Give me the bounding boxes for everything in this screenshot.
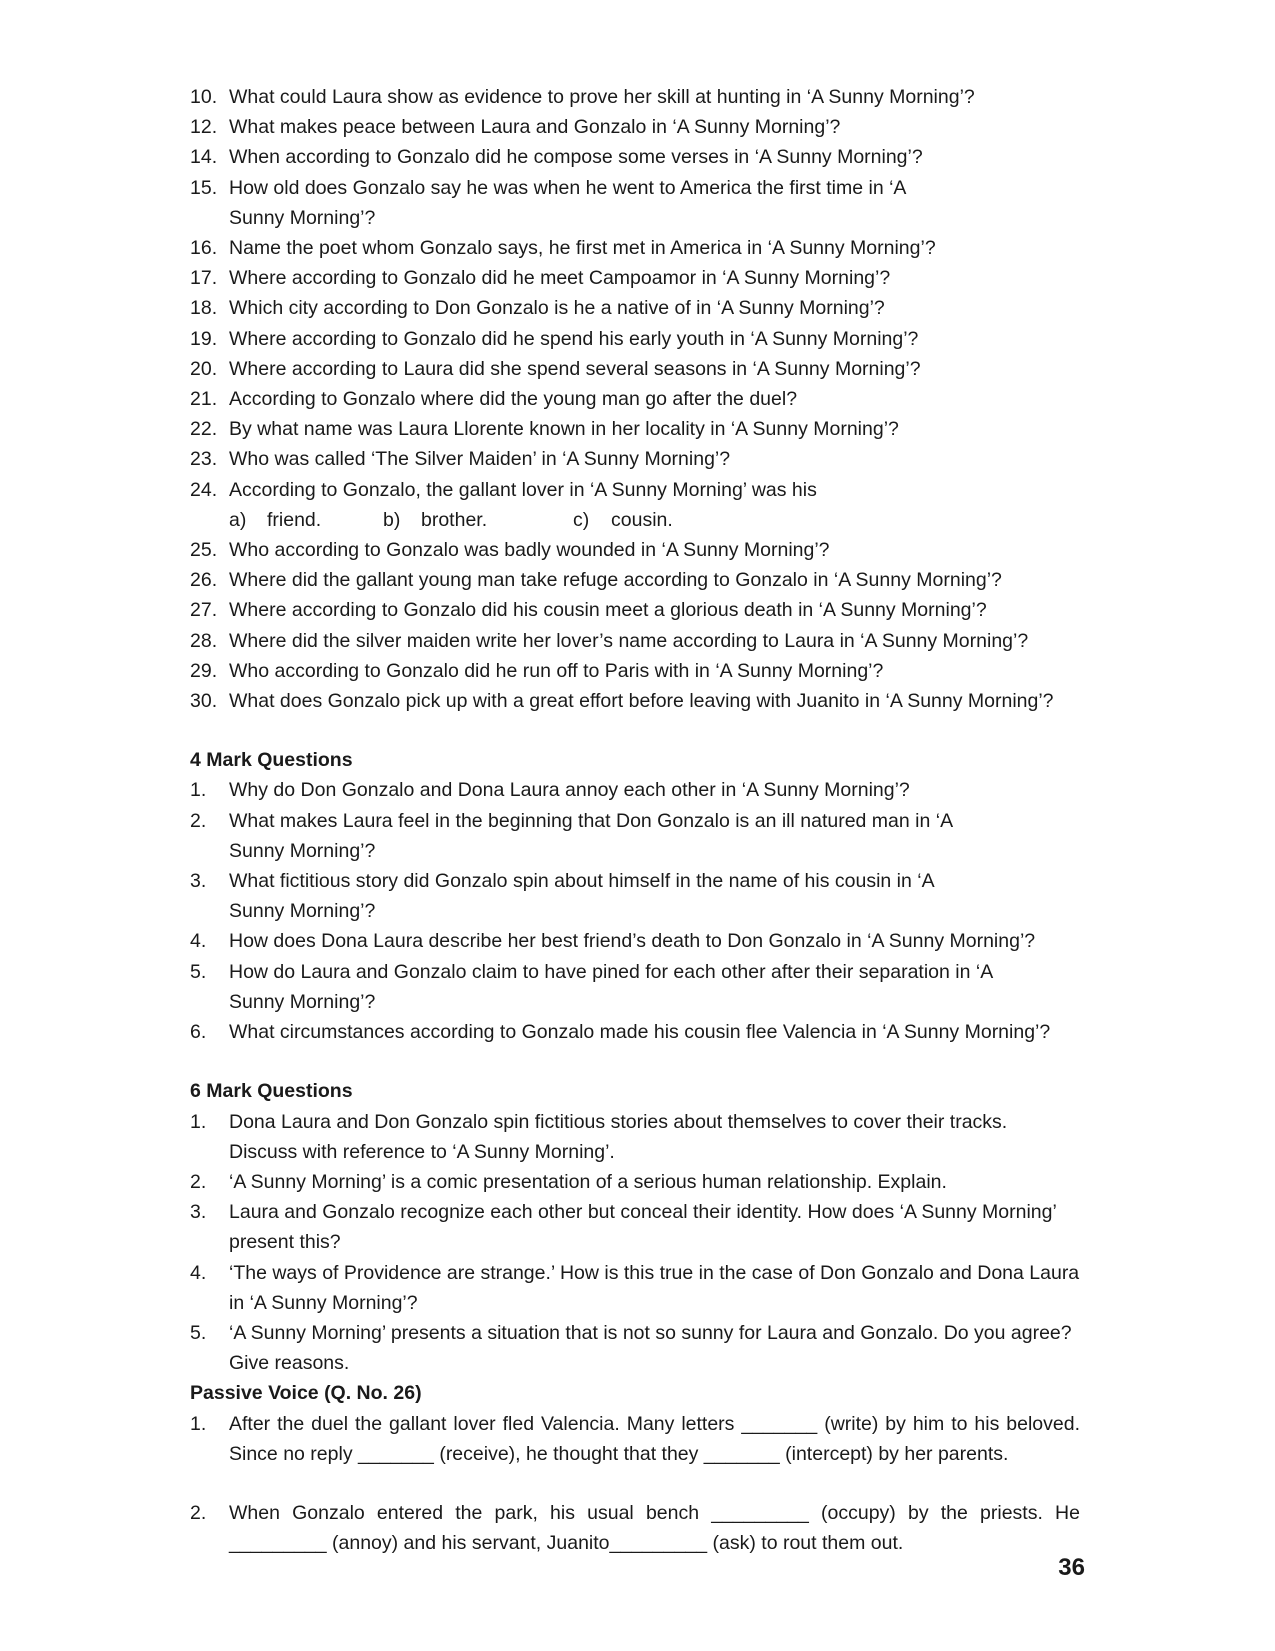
list-item — [190, 293, 1080, 323]
four-mark-heading: 4 Mark Questions — [190, 749, 353, 772]
item-number: 21. — [190, 388, 218, 411]
option-text: friend. — [267, 508, 322, 531]
item-text: Where according to Gonzalo did he spend his early youth in ‘A Sunny Morning’? — [229, 327, 919, 350]
item-number: 2. — [190, 1501, 207, 1524]
list-item — [190, 626, 1080, 656]
item-text: ‘A Sunny Morning’ presents a situation that is not so sunny for Laura and Gonzalo. Do you agree? Give reasons. — [229, 1321, 1072, 1375]
option-c — [573, 505, 673, 535]
six-mark-heading: 6 Mark Questions — [190, 1080, 353, 1103]
item-text: How does Dona Laura describe her best friend’s death to Don Gonzalo in ‘A Sunny Morning’? — [229, 930, 1036, 953]
item-text: What could Laura show as evidence to prove her skill at hunting in ‘A Sunny Morning’? — [229, 86, 975, 108]
item-text: Where did the silver maiden write her lover’s name according to Laura in ‘A Sunny Morning’? — [229, 629, 1029, 652]
item-number: 6. — [190, 1021, 207, 1044]
item-text: What makes peace between Laura and Gonzalo in ‘A Sunny Morning’? — [229, 116, 841, 139]
list-item — [190, 475, 1080, 505]
option-text: brother. — [421, 508, 488, 531]
item-text: Who according to Gonzalo was badly wounded in ‘A Sunny Morning’? — [229, 539, 830, 562]
item-text: By what name was Laura Llorente known in her locality in ‘A Sunny Morning’? — [229, 418, 899, 441]
list-item — [190, 82, 1080, 112]
q24-options — [190, 505, 1080, 535]
item-number: 5. — [190, 1321, 207, 1344]
list-item — [190, 1409, 1080, 1469]
list-item — [190, 1318, 1080, 1378]
item-number: 20. — [190, 357, 218, 380]
list-item — [190, 866, 1080, 926]
item-text: Where according to Laura did she spend several seasons in ‘A Sunny Morning’? — [229, 357, 921, 380]
list-item — [190, 354, 1080, 384]
item-text: According to Gonzalo, the gallant lover in ‘A Sunny Morning’ was his — [229, 478, 817, 501]
page-number: 36 — [1058, 1554, 1085, 1581]
section-gap — [190, 1047, 1080, 1076]
list-item — [190, 324, 1080, 354]
item-number: 3. — [190, 870, 207, 893]
item-text: When Gonzalo entered the park, his usual bench _________ (occupy) by the priests. He _________ (annoy) and his servant, Juanito_________ (ask) to rout them out. — [229, 1501, 1080, 1555]
section-gap — [190, 716, 1080, 745]
list-item — [190, 1017, 1080, 1047]
item-number: 5. — [190, 960, 207, 983]
passive-voice-heading: Passive Voice (Q. No. 26) — [190, 1382, 422, 1405]
item-text: Dona Laura and Don Gonzalo spin fictitious stories about themselves to cover their tracks. Discuss with reference to ‘A Sunny Morning’. — [229, 1110, 1008, 1163]
item-text: ‘A Sunny Morning’ is a comic presentation of a serious human relationship. Explain. — [229, 1170, 947, 1193]
item-text: What makes Laura feel in the beginning that Don Gonzalo is an ill natured man in ‘A Sunny Morning’? — [229, 809, 953, 862]
item-number: 17. — [190, 267, 218, 290]
list-item — [190, 1107, 1080, 1167]
item-text: How old does Gonzalo say he was when he went to America the first time in ‘A Sunny Morning’? — [229, 176, 906, 229]
item-text: When according to Gonzalo did he compose some verses in ‘A Sunny Morning’? — [229, 146, 923, 169]
item-number: 1. — [190, 1412, 207, 1435]
list-item — [190, 595, 1080, 625]
option-a — [229, 505, 383, 535]
list-item — [190, 384, 1080, 414]
item-number: 12. — [190, 116, 218, 139]
item-number: 14. — [190, 146, 218, 169]
list-item — [190, 112, 1080, 142]
item-number: 26. — [190, 569, 218, 592]
list-item — [190, 1498, 1080, 1558]
item-number: 4. — [190, 930, 207, 953]
list-item — [190, 775, 1080, 805]
passive-voice-list — [190, 1409, 1080, 1469]
item-number: 2. — [190, 809, 207, 832]
item-number: 2. — [190, 1170, 207, 1193]
list-item — [190, 173, 1080, 233]
item-text: Name the poet whom Gonzalo says, he first met in America in ‘A Sunny Morning’? — [229, 237, 936, 260]
item-text: Which city according to Don Gonzalo is he a native of in ‘A Sunny Morning’? — [229, 297, 885, 320]
list-item — [190, 535, 1080, 565]
list-item — [190, 926, 1080, 956]
list-item — [190, 444, 1080, 474]
item-text: How do Laura and Gonzalo claim to have pined for each other after their separation in ‘A Sunny Morning’? — [229, 960, 993, 1013]
item-text: After the duel the gallant lover fled Valencia. Many letters _______ (write) by him to his beloved. Since no reply _______ (receive), he thought that they _______ (intercept) by her parents. — [229, 1412, 1080, 1465]
item-text: Why do Don Gonzalo and Dona Laura annoy each other in ‘A Sunny Morning’? — [229, 779, 910, 802]
list-item — [190, 414, 1080, 444]
item-number: 28. — [190, 629, 218, 652]
item-number: 19. — [190, 327, 218, 350]
item-number: 18. — [190, 297, 218, 320]
item-text: What fictitious story did Gonzalo spin about himself in the name of his cousin in ‘A Sunny Morning’? — [229, 870, 934, 923]
item-number: 3. — [190, 1201, 207, 1224]
item-text: Who according to Gonzalo did he run off to Paris with in ‘A Sunny Morning’? — [229, 659, 884, 682]
item-number: 16. — [190, 237, 218, 260]
item-text: ‘The ways of Providence are strange.’ How is this true in the case of Don Gonzalo and Dona Laura in ‘A Sunny Morning’? — [229, 1261, 1080, 1314]
option-letter: c) — [573, 508, 590, 531]
four-mark-list — [190, 775, 1080, 1047]
six-mark-list — [190, 1107, 1080, 1379]
item-number: 1. — [190, 779, 207, 802]
item-number: 30. — [190, 690, 218, 713]
item-number: 27. — [190, 599, 218, 622]
item-text: According to Gonzalo where did the young man go after the duel? — [229, 388, 798, 411]
item-number: 15. — [190, 176, 218, 199]
list-item — [190, 1197, 1080, 1257]
option-b — [383, 505, 573, 535]
list-item — [190, 686, 1080, 716]
item-text: Where did the gallant young man take refuge according to Gonzalo in ‘A Sunny Morning’? — [229, 569, 1002, 592]
list-item — [190, 263, 1080, 293]
item-text: Where according to Gonzalo did his cousin meet a glorious death in ‘A Sunny Morning’? — [229, 599, 987, 622]
list-item — [190, 1167, 1080, 1197]
passive-voice-list-2 — [190, 1498, 1080, 1558]
item-number: 4. — [190, 1261, 207, 1284]
item-number: 10. — [190, 86, 218, 108]
short-questions-list — [190, 82, 1080, 505]
list-item — [190, 957, 1080, 1017]
option-letter: b) — [383, 508, 401, 531]
section-gap — [190, 1469, 1080, 1498]
item-number: 25. — [190, 539, 218, 562]
item-number: 22. — [190, 418, 218, 441]
item-number: 1. — [190, 1110, 207, 1133]
list-item — [190, 142, 1080, 172]
item-text: What does Gonzalo pick up with a great effort before leaving with Juanito in ‘A Sunny Morning’? — [229, 690, 1054, 713]
option-letter: a) — [229, 508, 247, 531]
short-questions-list-2 — [190, 535, 1080, 716]
item-number: 29. — [190, 659, 218, 682]
option-text: cousin. — [611, 508, 673, 531]
item-text: Who was called ‘The Silver Maiden’ in ‘A Sunny Morning’? — [229, 448, 731, 471]
page-content — [190, 82, 1080, 1558]
list-item — [190, 806, 1080, 866]
item-text: Where according to Gonzalo did he meet Campoamor in ‘A Sunny Morning’? — [229, 267, 891, 290]
list-item — [190, 656, 1080, 686]
item-text: What circumstances according to Gonzalo made his cousin flee Valencia in ‘A Sunny Morning’? — [229, 1021, 1051, 1044]
item-number: 23. — [190, 448, 218, 471]
list-item — [190, 1258, 1080, 1318]
list-item — [190, 233, 1080, 263]
item-number: 24. — [190, 478, 218, 501]
item-text: Laura and Gonzalo recognize each other but conceal their identity. How does ‘A Sunny Morning’ present this? — [229, 1201, 1057, 1254]
list-item — [190, 565, 1080, 595]
